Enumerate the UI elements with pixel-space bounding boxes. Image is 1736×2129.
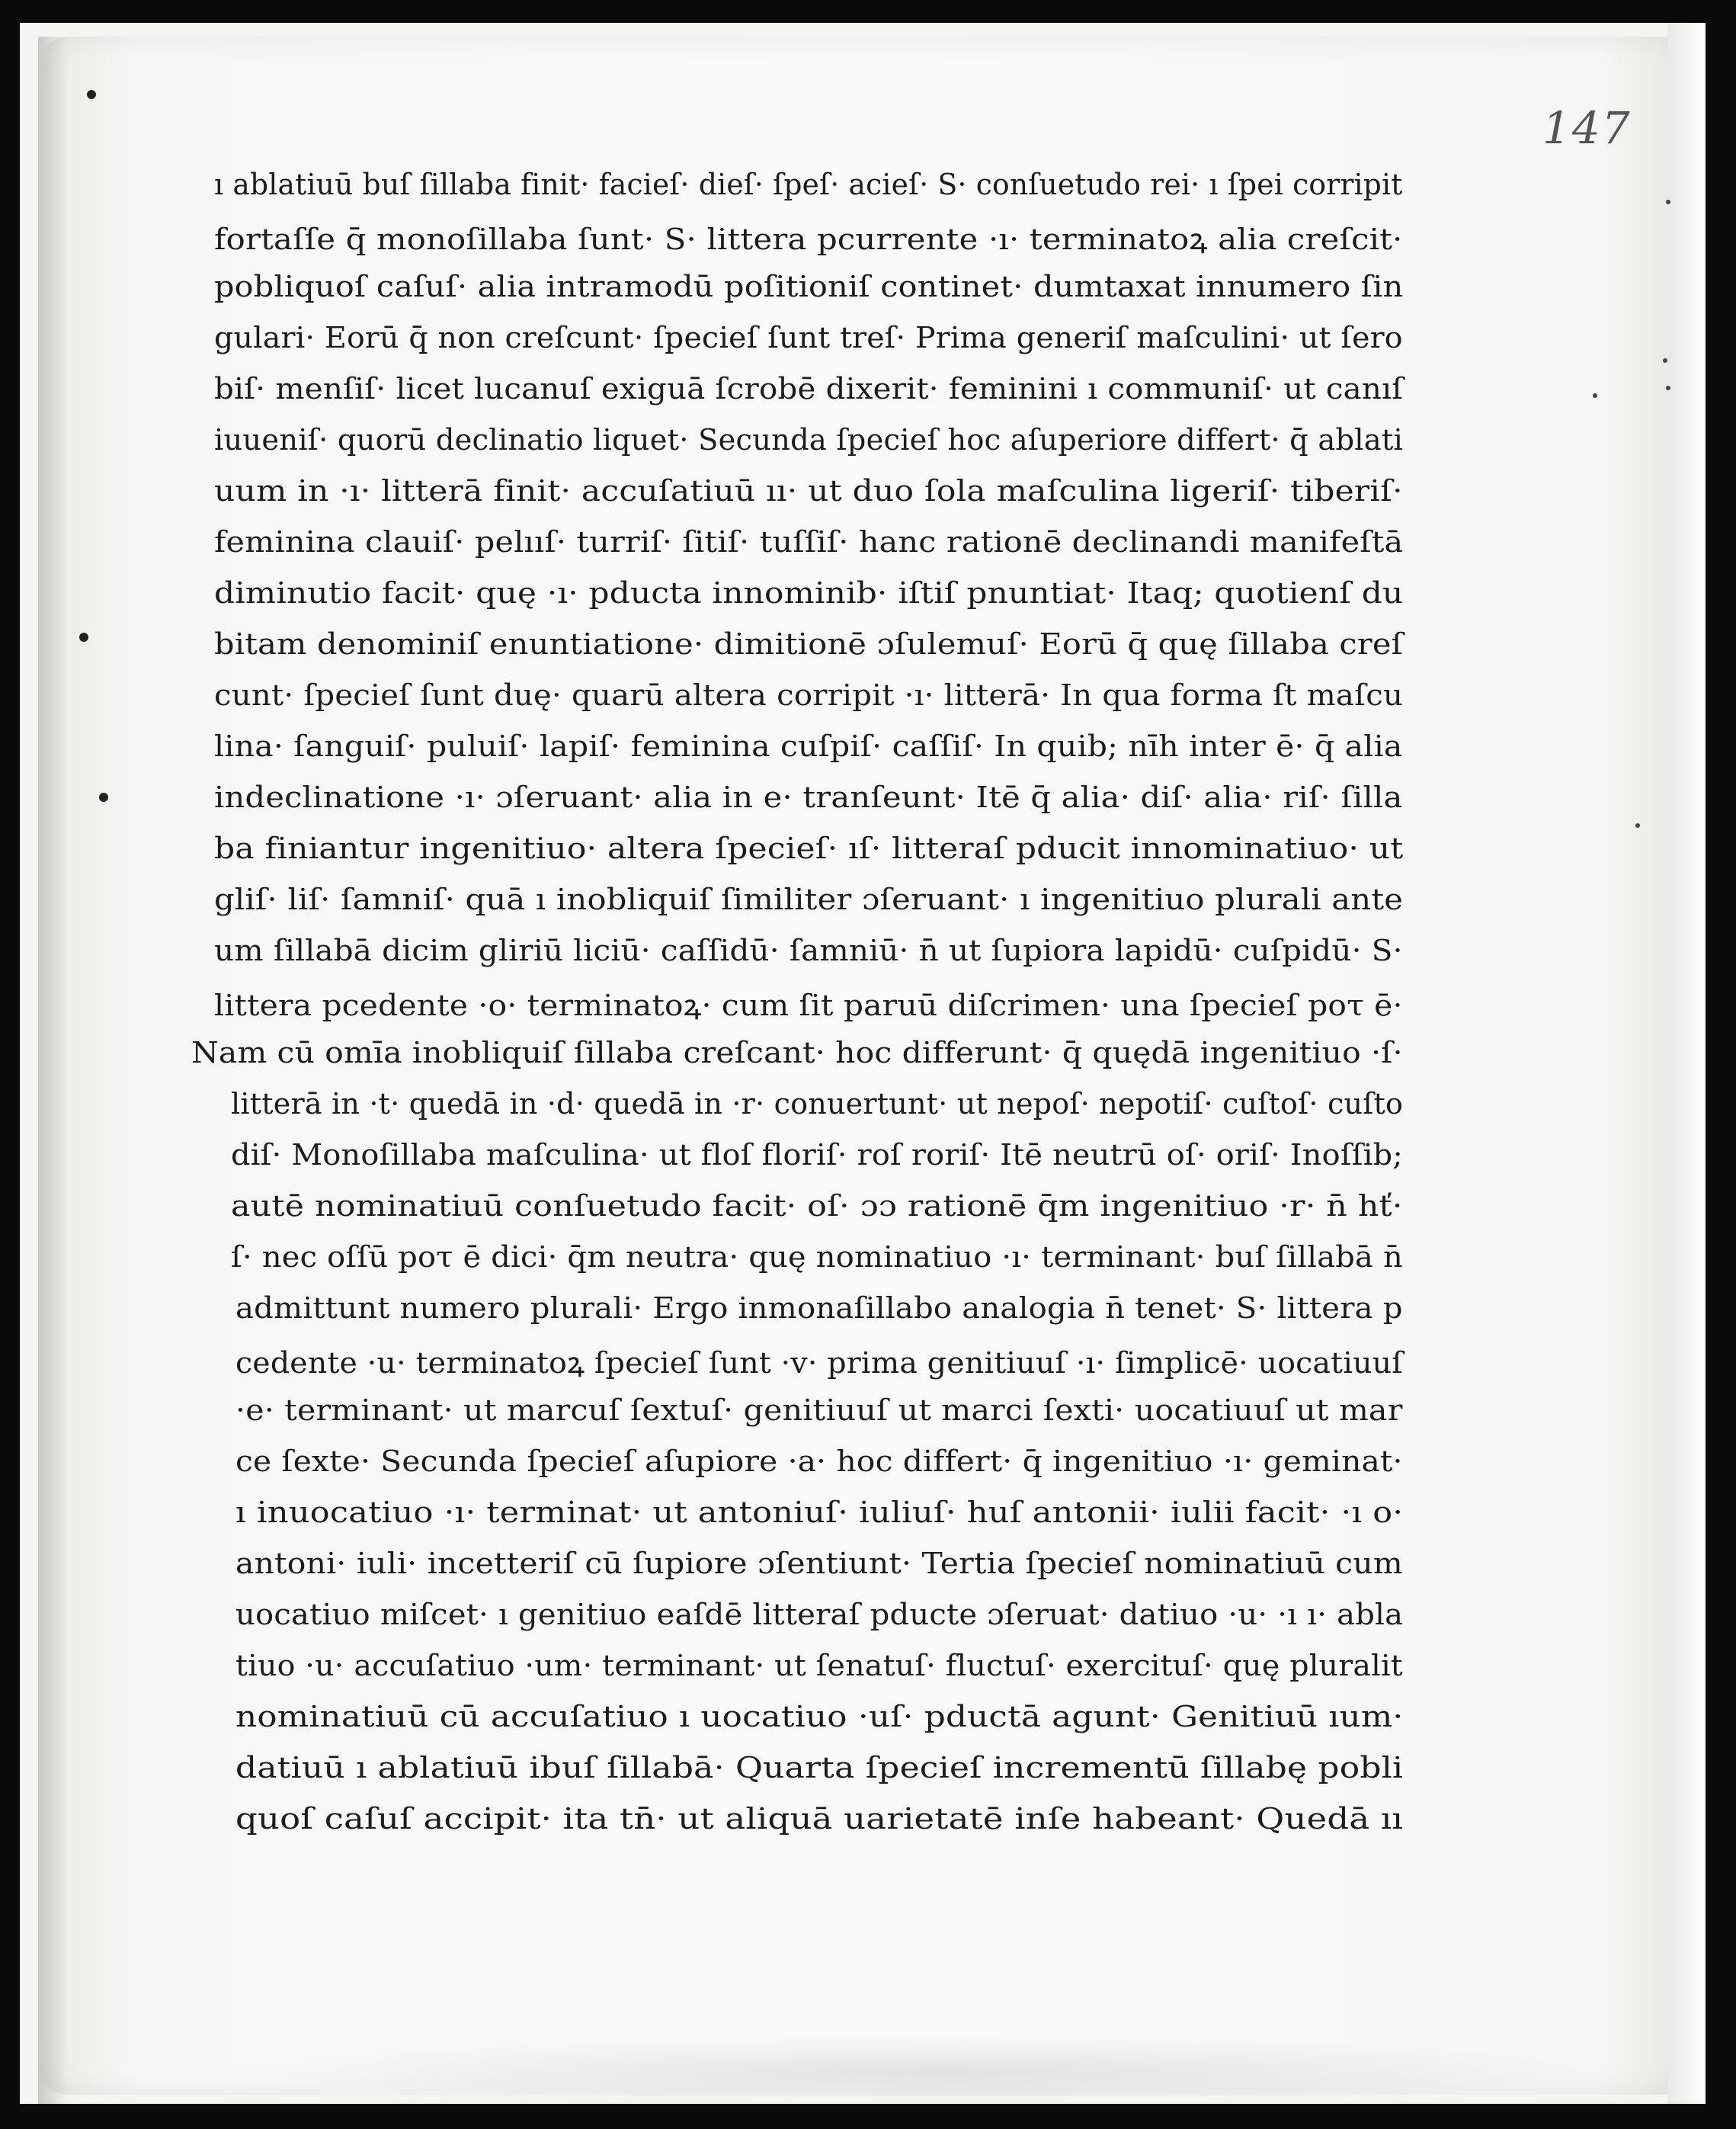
margin-mark xyxy=(1635,823,1640,828)
text-line: biſ· menſiſ· licet lucanuſ exiguā ſcrobē dixerit· feminini ı communiſ· ut canıſ xyxy=(214,372,1404,406)
text-line: pobliquoſ caſuſ· alia intramodū poſitioniſ continet· dumtaxat innumero ſin xyxy=(214,270,1404,303)
text-line: um ſillabā dicim gliriū liciū· caſſidū· ſamniū· n̄ ut ſupiora lapidū· cuſpidū· S· xyxy=(214,934,1403,967)
text-line: cunt· ſpecieſ ſunt duę· quarū altera corripit ·ı· litterā· In qua forma ſt maſcu xyxy=(214,678,1404,712)
page-edge xyxy=(1667,23,1706,2104)
text-line: indeclinatione ·ı· ɔſeruant· alia in e· tranſeunt· Itē q̄ alia· diſ· alia· riſ· ſilla xyxy=(214,781,1403,814)
text-line: gulari· Eorū q̄ non creſcunt· ſpecieſ ſunt treſ· Prima generiſ maſculini· ut ſero xyxy=(214,321,1403,354)
binding-hole xyxy=(99,793,108,802)
text-line: feminina clauiſ· pelııſ· turriſ· ſitiſ· tuſſiſ· hanc rationē declinandi manifeſtā xyxy=(214,525,1404,559)
text-line: ſ· nec oſſū poτ ē dici· q̄m neutra· quę nominatiuo ·ı· terminant· buſ ſillabā n̄ xyxy=(231,1240,1403,1274)
text-line: nominatiuū cū accuſatiuo ı uocatiuo ·uſ· pductā agunt· Genitiuū ıum· xyxy=(235,1700,1404,1733)
text-line: uocatiuo miſcet· ı genitiuo eaſdē litteraſ pducte ɔſeruat· datiuo ·u· ·ı ı· abla xyxy=(235,1598,1404,1631)
text-line: litterā in ·t· quedā in ·d· quedā in ·r· conuertunt· ut nepoſ· nepotiſ· cuſtoſ· cuſto xyxy=(231,1087,1404,1121)
text-line: Nam cū omīa inobliquiſ ſillaba creſcant· hoc differunt· q̄ quędā ingenitiuo ·ſ· xyxy=(191,1036,1403,1069)
folio-number: 147 xyxy=(1542,102,1632,154)
text-line: admittunt numero plurali· Ergo inmonaſillabo analogia n̄ tenet· S· littera p xyxy=(235,1291,1403,1325)
text-line: cedente ·u· terminatoꝝ ſpecieſ ſunt ·v· prima genitiuuſ ·ı· ſimplicē· uocatiuuſ xyxy=(235,1346,1404,1380)
text-line: ·e· terminant· ut marcuſ ſextuſ· genitiuuſ ut marci ſexti· uocatiuuſ ut mar xyxy=(235,1393,1403,1427)
text-line: ı ablatiuū buſ ſillaba finit· facieſ· dieſ· ſpeſ· acieſ· S· conſuetudo rei· ı ſpei corripit xyxy=(214,168,1403,201)
text-line: autē nominatiuū conſuetudo facit· oſ· ɔɔ rationē q̄m ingenitiuo ·r· n̄ hť· xyxy=(231,1189,1403,1223)
text-line: antoni· iuli· incetteriſ cū ſupiore ɔſentiunt· Tertia ſpecieſ nominatiuū cum xyxy=(235,1547,1403,1580)
text-line: tiuo ·u· accuſatiuo ·um· terminant· ut ſenatuſ· fluctuſ· exercituſ· quę pluralit xyxy=(235,1649,1403,1682)
text-line: datiuū ı ablatiuū ibuſ ſillabā· Quarta ſpecieſ incrementū ſillabę pobli xyxy=(235,1751,1404,1784)
text-line: lina· ſanguiſ· puluiſ· lapiſ· feminina cuſpiſ· caſſiſ· In quib; nīh inter ē· q̄ alia xyxy=(214,729,1403,763)
binding-hole xyxy=(79,633,88,642)
margin-mark xyxy=(1666,200,1670,204)
text-line: fortaſſe q̄ monoſillaba ſunt· S· littera pcurrente ·ı· terminatoꝝ alia creſcit· xyxy=(214,223,1403,256)
margin-mark xyxy=(1663,358,1667,363)
water-stain xyxy=(248,2035,1620,2096)
text-line: iuueniſ· quorū declinatio liquet· Secunda ſpecieſ hoc aſuperiore differt· q̄ ablati xyxy=(214,423,1403,457)
text-line: littera pcedente ·o· terminatoꝝ· cum ſit paruū diſcrimen· una ſpecieſ poτ ē· xyxy=(214,989,1403,1022)
text-line: diminutio facit· quę ·ı· pducta innominib· iſtiſ pnuntiat· Itaq; quotienſ du xyxy=(214,576,1404,610)
margin-mark xyxy=(1666,386,1670,390)
text-line: bitam denominiſ enuntiatione· dimitionē ɔſulemuſ· Eorū q̄ quę ſillaba creſ xyxy=(214,627,1404,661)
text-line: gliſ· liſ· ſamniſ· quā ı inobliquiſ ſimiliter ɔſeruant· ı ingenitiuo plurali ante xyxy=(214,883,1404,916)
text-line: ı inuocatiuo ·ı· terminat· ut antoniuſ· iuliuſ· huſ antonii· iulii facit· ·ı o· xyxy=(235,1496,1404,1529)
margin-mark xyxy=(1593,393,1597,398)
text-line: quoſ caſuſ accipit· ita tn̄· ut aliquā uarietatē inſe habeant· Quedā ıı xyxy=(235,1802,1404,1836)
text-line: uum in ·ı· litterā finit· accuſatiuū ıı· ut duo ſola maſculina ligeriſ· tiberiſ· xyxy=(214,474,1403,508)
text-line: diſ· Monoſillaba maſculina· ut floſ floriſ· roſ roriſ· Itē neutrū oſ· oriſ· Inoſſib; xyxy=(231,1138,1404,1172)
manuscript-photo xyxy=(20,23,1706,2104)
binding-hole xyxy=(87,90,96,99)
binding-shadow xyxy=(38,37,69,2104)
text-line: ba finiantur ingenitiuo· altera ſpecieſ· ıſ· litteraſ pducit innominatiuo· ut xyxy=(214,832,1404,865)
text-line: ce ſexte· Secunda ſpecieſ aſupiore ·a· hoc differt· q̄ ingenitiuo ·ı· geminat· xyxy=(235,1444,1403,1478)
